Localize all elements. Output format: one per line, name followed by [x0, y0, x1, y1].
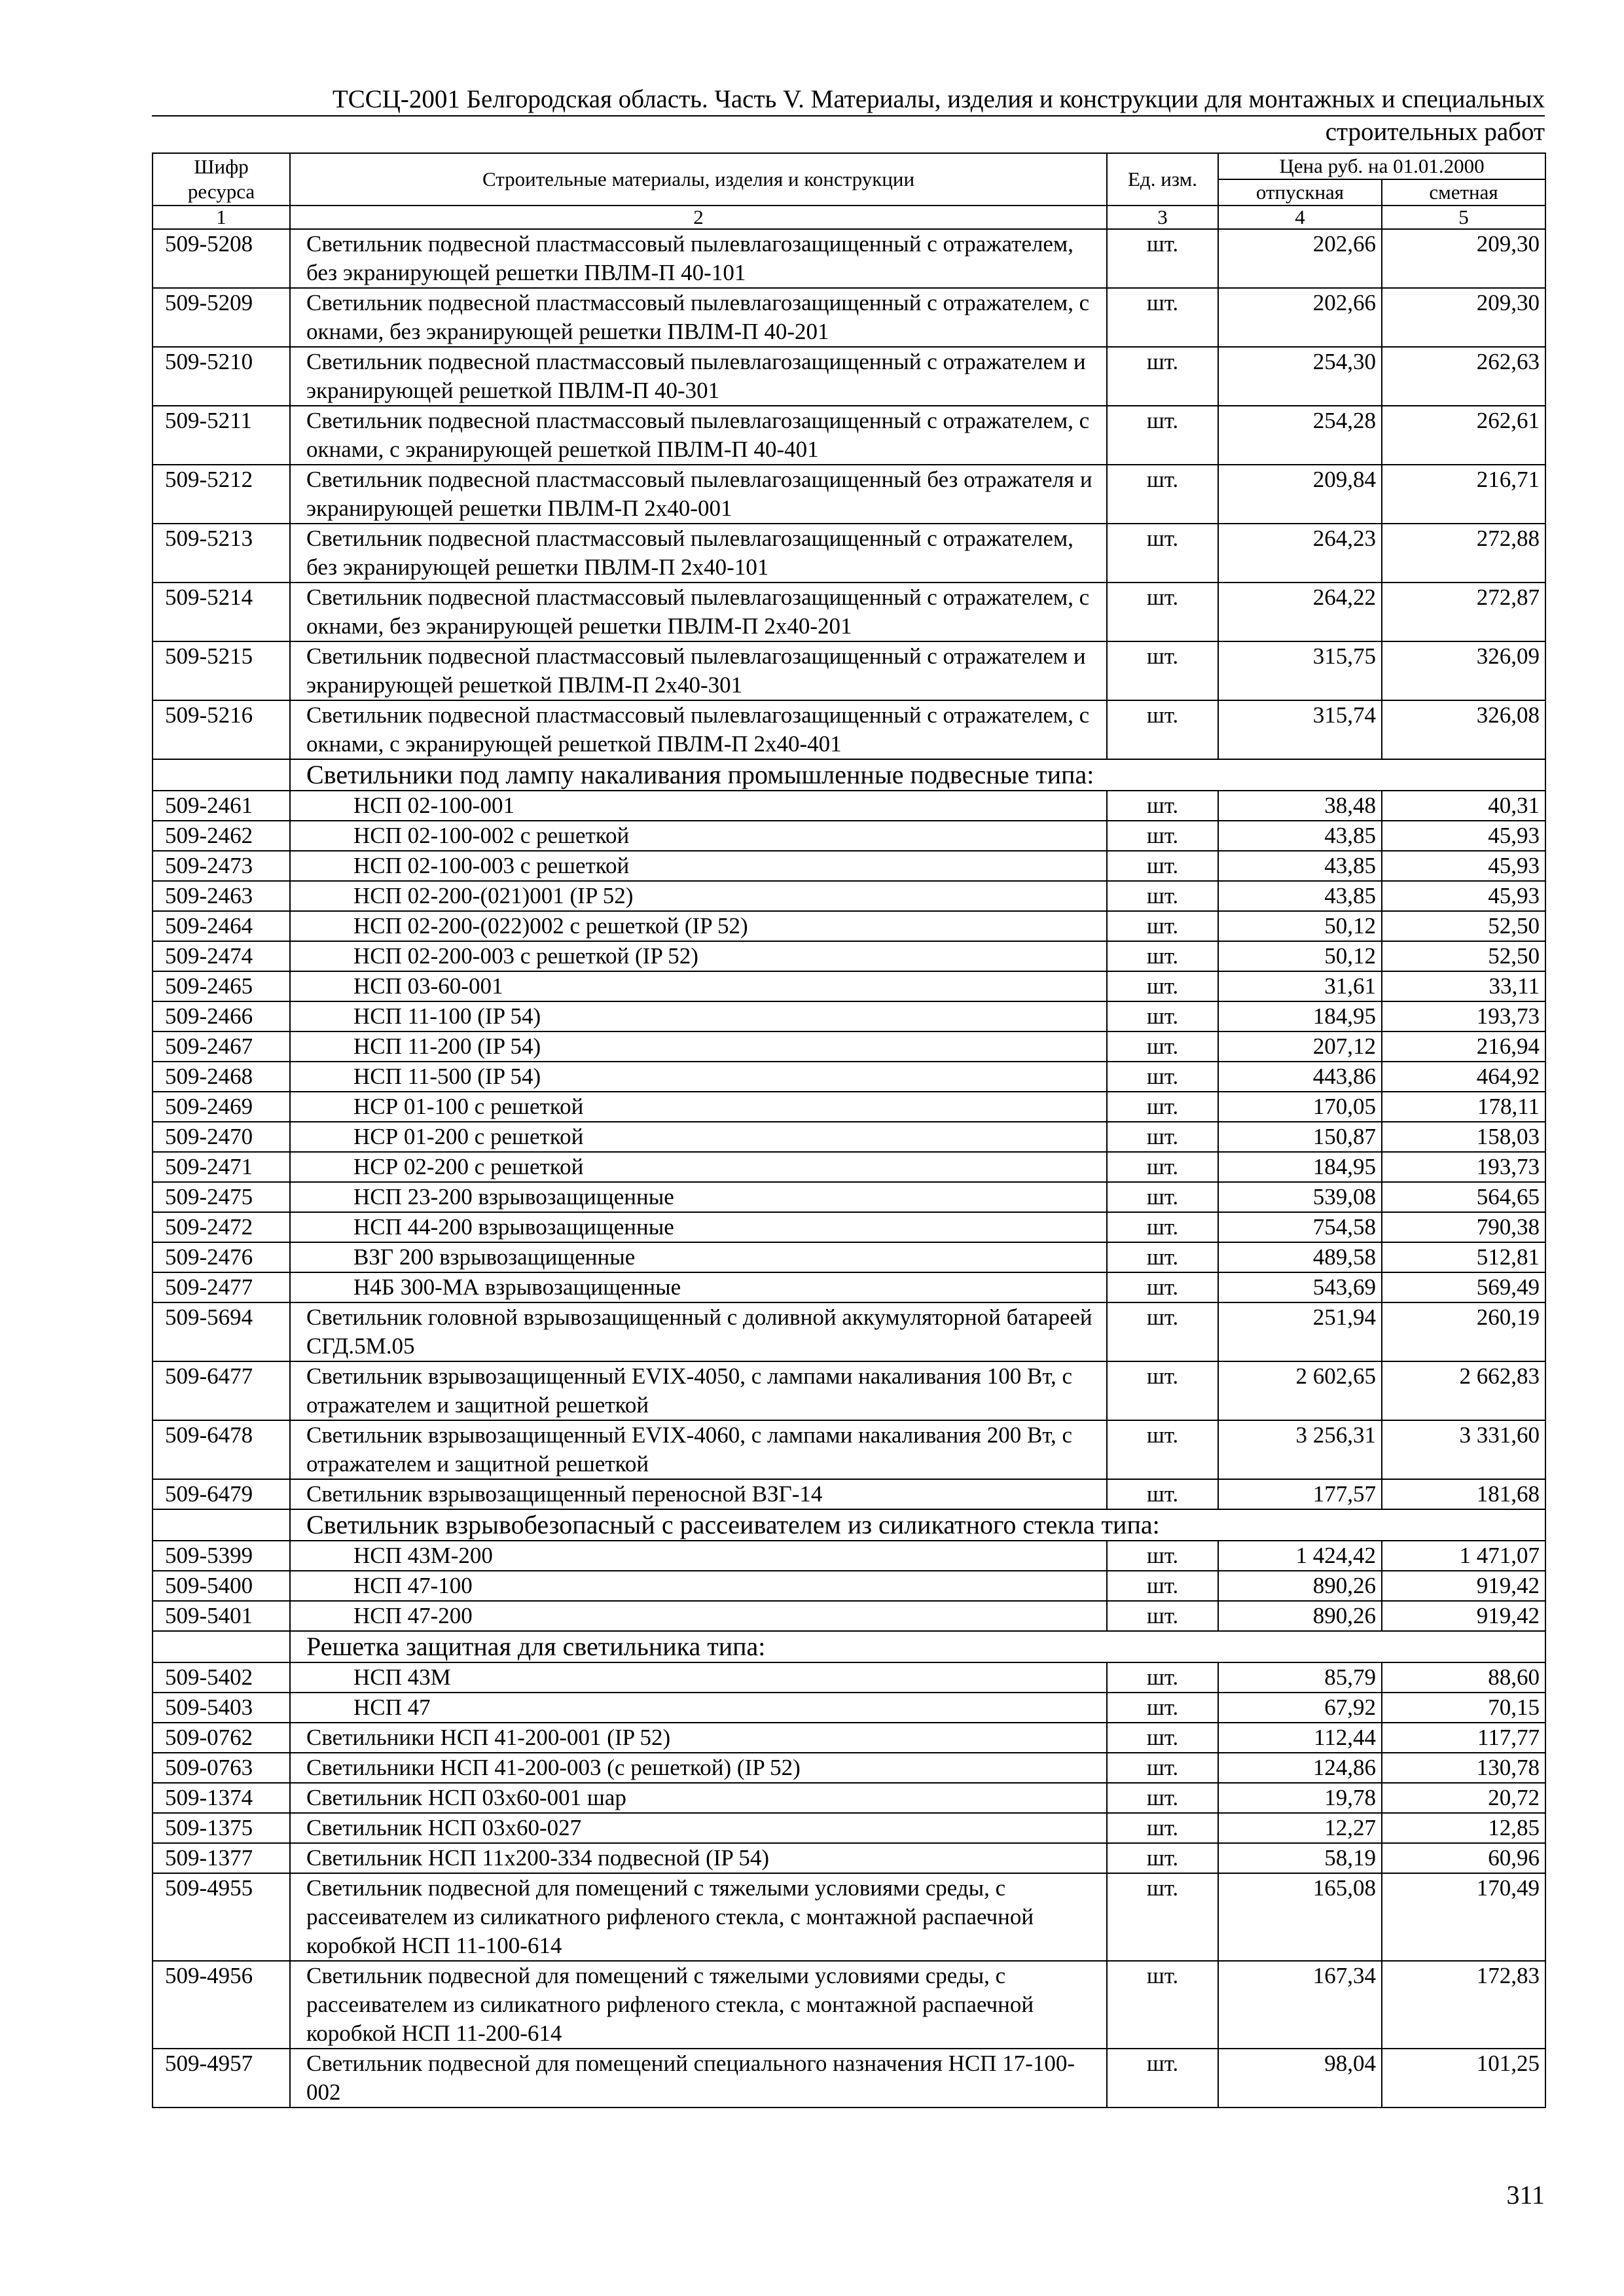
- estimate-price-cell: 88,60: [1382, 1662, 1545, 1693]
- unit-cell: шт.: [1107, 941, 1218, 971]
- resource-code-cell: 509-5399: [153, 1541, 290, 1571]
- release-price-cell: 489,58: [1218, 1242, 1382, 1272]
- material-name-cell: Светильник взрывозащищенный EVIX-4050, с лампами накаливания 100 Вт, с отражателем и защитной решеткой: [290, 1361, 1107, 1420]
- material-name-cell: Светильник подвесной для помещений с тяжелыми условиями среды, с рассеивателем из силикатного рифленого стекла, с монтажной распаечной коробкой НСП 11-200-614: [290, 1961, 1107, 2049]
- material-name-cell: НСП 23-200 взрывозащищенные: [290, 1182, 1107, 1212]
- table-row: [153, 700, 1545, 759]
- release-price-cell: 85,79: [1218, 1662, 1382, 1693]
- material-name-cell: Светильник подвесной пластмассовый пылевлагозащищенный с отражателем, без экранирующей решетки ПВЛМ-П 40-101: [290, 229, 1107, 288]
- resource-code-cell: 509-6477: [153, 1361, 290, 1420]
- table-row: [153, 1361, 1545, 1420]
- resource-code-cell: 509-6479: [153, 1479, 290, 1509]
- material-name-cell: Н4Б 300-МА взрывозащищенные: [290, 1272, 1107, 1302]
- table-row: [153, 1062, 1545, 1092]
- release-price-cell: 1 424,42: [1218, 1541, 1382, 1571]
- release-price-cell: 150,87: [1218, 1122, 1382, 1152]
- material-name-cell: Светильники НСП 41-200-001 (IP 52): [290, 1723, 1107, 1753]
- estimate-price-cell: 193,73: [1382, 1001, 1545, 1031]
- estimate-price-cell: 181,68: [1382, 1479, 1545, 1509]
- table-row: [153, 1753, 1545, 1783]
- unit-cell: шт.: [1107, 1302, 1218, 1361]
- release-price-cell: 170,05: [1218, 1092, 1382, 1122]
- col-header-unit: Ед. изм.: [1107, 153, 1218, 206]
- resource-code-cell: 509-5216: [153, 700, 290, 759]
- section-header-row: [153, 1631, 1545, 1662]
- unit-cell: шт.: [1107, 881, 1218, 911]
- section-title: Светильники под лампу накаливания промышленные подвесные типа:: [290, 759, 1545, 791]
- unit-cell: шт.: [1107, 288, 1218, 347]
- table-row: [153, 229, 1545, 288]
- estimate-price-cell: 170,49: [1382, 1873, 1545, 1961]
- estimate-price-cell: 45,93: [1382, 851, 1545, 881]
- table-row: [153, 1813, 1545, 1843]
- section-title: Решетка защитная для светильника типа:: [290, 1631, 1545, 1662]
- unit-cell: шт.: [1107, 1182, 1218, 1212]
- release-price-cell: 207,12: [1218, 1031, 1382, 1062]
- resource-code-cell: 509-5401: [153, 1601, 290, 1631]
- release-price-cell: 890,26: [1218, 1601, 1382, 1631]
- estimate-price-cell: 178,11: [1382, 1092, 1545, 1122]
- resource-code-cell: 509-4955: [153, 1873, 290, 1961]
- release-price-cell: 31,61: [1218, 971, 1382, 1001]
- estimate-price-cell: 101,25: [1382, 2049, 1545, 2108]
- release-price-cell: 165,08: [1218, 1873, 1382, 1961]
- col-header-code: Шифр ресурса: [153, 153, 290, 206]
- estimate-price-cell: 45,93: [1382, 821, 1545, 851]
- price-table-container: [152, 152, 1545, 2108]
- resource-code-cell: 509-2477: [153, 1272, 290, 1302]
- table-row: [153, 941, 1545, 971]
- estimate-price-cell: 33,11: [1382, 971, 1545, 1001]
- material-name-cell: НСП 02-200-(022)002 с решеткой (IP 52): [290, 911, 1107, 941]
- table-row: [153, 1723, 1545, 1753]
- table-row: [153, 1092, 1545, 1122]
- unit-cell: шт.: [1107, 851, 1218, 881]
- table-row: [153, 465, 1545, 524]
- table-row: [153, 1601, 1545, 1631]
- unit-cell: шт.: [1107, 229, 1218, 288]
- material-name-cell: Светильник подвесной пластмассовый пылевлагозащищенный с отражателем и экранирующей решеткой ПВЛМ-П 2х40-301: [290, 641, 1107, 700]
- header-line-2: строительных работ: [1325, 118, 1545, 146]
- material-name-cell: Светильник головной взрывозащищенный с доливной аккумуляторной батареей СГД.5М.05: [290, 1302, 1107, 1361]
- release-price-cell: 184,95: [1218, 1001, 1382, 1031]
- unit-cell: шт.: [1107, 347, 1218, 406]
- header-line-1: ТССЦ-2001 Белгородская область. Часть V. Материалы, изделия и конструкции для монтажных и специальных: [152, 84, 1545, 117]
- unit-cell: шт.: [1107, 641, 1218, 700]
- col-index: 4: [1218, 206, 1382, 229]
- release-price-cell: 202,66: [1218, 229, 1382, 288]
- release-price-cell: 264,23: [1218, 524, 1382, 583]
- release-price-cell: 112,44: [1218, 1723, 1382, 1753]
- col-index: 1: [153, 206, 290, 229]
- estimate-price-cell: 1 471,07: [1382, 1541, 1545, 1571]
- material-name-cell: Светильник подвесной пластмассовый пылевлагозащищенный с отражателем, с окнами, без экранирующей решетки ПВЛМ-П 40-201: [290, 288, 1107, 347]
- col-index: 3: [1107, 206, 1218, 229]
- material-name-cell: Светильник подвесной для помещений с тяжелыми условиями среды, с рассеивателем из силикатного рифленого стекла, с монтажной распаечной коробкой НСП 11-100-614: [290, 1873, 1107, 1961]
- resource-code-cell: 509-2461: [153, 791, 290, 821]
- resource-code-cell: 509-5400: [153, 1571, 290, 1601]
- material-name-cell: Светильник НСП 03х60-027: [290, 1813, 1107, 1843]
- resource-code-cell: 509-4956: [153, 1961, 290, 2049]
- resource-code-cell: 509-2470: [153, 1122, 290, 1152]
- unit-cell: шт.: [1107, 465, 1218, 524]
- col-index: 2: [290, 206, 1107, 229]
- resource-code-cell: 509-1374: [153, 1783, 290, 1813]
- unit-cell: шт.: [1107, 1420, 1218, 1479]
- table-row: [153, 911, 1545, 941]
- release-price-cell: 58,19: [1218, 1843, 1382, 1873]
- release-price-cell: 43,85: [1218, 881, 1382, 911]
- table-row: [153, 347, 1545, 406]
- material-name-cell: НСП 02-100-001: [290, 791, 1107, 821]
- estimate-price-cell: 262,61: [1382, 406, 1545, 465]
- col-header-name: Строительные материалы, изделия и конструкции: [290, 153, 1107, 206]
- estimate-price-cell: 209,30: [1382, 229, 1545, 288]
- resource-code-cell: 509-2465: [153, 971, 290, 1001]
- estimate-price-cell: 52,50: [1382, 911, 1545, 941]
- resource-code-cell: 509-2476: [153, 1242, 290, 1272]
- material-name-cell: ВЗГ 200 взрывозащищенные: [290, 1242, 1107, 1272]
- table-row: [153, 1662, 1545, 1693]
- estimate-price-cell: 158,03: [1382, 1122, 1545, 1152]
- table-row: [153, 1961, 1545, 2049]
- section-empty-cell: [153, 1631, 290, 1662]
- estimate-price-cell: 52,50: [1382, 941, 1545, 971]
- release-price-cell: 38,48: [1218, 791, 1382, 821]
- resource-code-cell: 509-5215: [153, 641, 290, 700]
- material-name-cell: НСП 47-200: [290, 1601, 1107, 1631]
- unit-cell: шт.: [1107, 2049, 1218, 2108]
- unit-cell: шт.: [1107, 971, 1218, 1001]
- table-row: [153, 641, 1545, 700]
- resource-code-cell: 509-5211: [153, 406, 290, 465]
- estimate-price-cell: 216,94: [1382, 1031, 1545, 1062]
- table-row: [153, 1420, 1545, 1479]
- table-row: [153, 288, 1545, 347]
- resource-code-cell: 509-2464: [153, 911, 290, 941]
- table-row: [153, 406, 1545, 465]
- resource-code-cell: 509-4957: [153, 2049, 290, 2108]
- estimate-price-cell: 130,78: [1382, 1753, 1545, 1783]
- material-name-cell: Светильник НСП 11х200-334 подвесной (IP 54): [290, 1843, 1107, 1873]
- table-row: [153, 1152, 1545, 1182]
- estimate-price-cell: 40,31: [1382, 791, 1545, 821]
- unit-cell: шт.: [1107, 1571, 1218, 1601]
- release-price-cell: 754,58: [1218, 1212, 1382, 1242]
- table-row: [153, 1541, 1545, 1571]
- material-name-cell: НСП 47-100: [290, 1571, 1107, 1601]
- table-row: [153, 881, 1545, 911]
- unit-cell: шт.: [1107, 1541, 1218, 1571]
- material-name-cell: Светильник взрывозащищенный EVIX-4060, с лампами накаливания 200 Вт, с отражателем и защитной решеткой: [290, 1420, 1107, 1479]
- unit-cell: шт.: [1107, 1361, 1218, 1420]
- material-name-cell: НСП 43М-200: [290, 1541, 1107, 1571]
- table-row: [153, 1873, 1545, 1961]
- unit-cell: шт.: [1107, 1001, 1218, 1031]
- release-price-cell: 167,34: [1218, 1961, 1382, 2049]
- unit-cell: шт.: [1107, 1961, 1218, 2049]
- material-name-cell: НСР 01-200 с решеткой: [290, 1122, 1107, 1152]
- resource-code-cell: 509-0763: [153, 1753, 290, 1783]
- release-price-cell: 124,86: [1218, 1753, 1382, 1783]
- document-header: [152, 84, 1545, 148]
- material-name-cell: Светильник подвесной пластмассовый пылевлагозащищенный с отражателем и экранирующей решеткой ПВЛМ-П 40-301: [290, 347, 1107, 406]
- material-name-cell: НСП 02-200-(021)001 (IP 52): [290, 881, 1107, 911]
- material-name-cell: Светильник подвесной пластмассовый пылевлагозащищенный с отражателем, с окнами, с экранирующей решеткой ПВЛМ-П 2х40-401: [290, 700, 1107, 759]
- estimate-price-cell: 260,19: [1382, 1302, 1545, 1361]
- material-name-cell: НСП 11-200 (IP 54): [290, 1031, 1107, 1062]
- release-price-cell: 209,84: [1218, 465, 1382, 524]
- material-name-cell: Светильник подвесной для помещений специального назначения НСП 17-100-002: [290, 2049, 1107, 2108]
- estimate-price-cell: 569,49: [1382, 1272, 1545, 1302]
- section-empty-cell: [153, 759, 290, 791]
- estimate-price-cell: 209,30: [1382, 288, 1545, 347]
- resource-code-cell: 509-5213: [153, 524, 290, 583]
- release-price-cell: 2 602,65: [1218, 1361, 1382, 1420]
- table-row: [153, 851, 1545, 881]
- material-name-cell: НСР 01-100 с решеткой: [290, 1092, 1107, 1122]
- table-row: [153, 1843, 1545, 1873]
- estimate-price-cell: 464,92: [1382, 1062, 1545, 1092]
- release-price-cell: 177,57: [1218, 1479, 1382, 1509]
- material-name-cell: Светильник подвесной пластмассовый пылевлагозащищенный с отражателем, с окнами, с экранирующей решеткой ПВЛМ-П 40-401: [290, 406, 1107, 465]
- section-header-row: [153, 759, 1545, 791]
- material-name-cell: Светильник НСП 03х60-001 шар: [290, 1783, 1107, 1813]
- material-name-cell: Светильники НСП 41-200-003 (с решеткой) (IP 52): [290, 1753, 1107, 1783]
- estimate-price-cell: 790,38: [1382, 1212, 1545, 1242]
- material-name-cell: Светильник подвесной пластмассовый пылевлагозащищенный с отражателем, без экранирующей решетки ПВЛМ-П 2х40-101: [290, 524, 1107, 583]
- release-price-cell: 50,12: [1218, 941, 1382, 971]
- unit-cell: шт.: [1107, 700, 1218, 759]
- col-index: 5: [1382, 206, 1545, 229]
- resource-code-cell: 509-2468: [153, 1062, 290, 1092]
- unit-cell: шт.: [1107, 1212, 1218, 1242]
- unit-cell: шт.: [1107, 1479, 1218, 1509]
- unit-cell: шт.: [1107, 406, 1218, 465]
- estimate-price-cell: 262,63: [1382, 347, 1545, 406]
- estimate-price-cell: 512,81: [1382, 1242, 1545, 1272]
- release-price-cell: 315,75: [1218, 641, 1382, 700]
- resource-code-cell: 509-2473: [153, 851, 290, 881]
- material-name-cell: НСП 02-100-003 с решеткой: [290, 851, 1107, 881]
- table-row: [153, 1122, 1545, 1152]
- col-header-estimate: сметная: [1382, 179, 1545, 206]
- unit-cell: шт.: [1107, 1813, 1218, 1843]
- resource-code-cell: 509-2475: [153, 1182, 290, 1212]
- resource-code-cell: 509-2471: [153, 1152, 290, 1182]
- material-name-cell: Светильник подвесной пластмассовый пылевлагозащищенный без отражателя и экранирующей решетки ПВЛМ-П 2х40-001: [290, 465, 1107, 524]
- section-title: Светильник взрывобезопасный с рассеивателем из силикатного стекла типа:: [290, 1509, 1545, 1541]
- table-row: [153, 1302, 1545, 1361]
- col-header-price-group: Цена руб. на 01.01.2000: [1218, 153, 1545, 179]
- estimate-price-cell: 919,42: [1382, 1571, 1545, 1601]
- resource-code-cell: 509-5210: [153, 347, 290, 406]
- table-row: [153, 971, 1545, 1001]
- release-price-cell: 251,94: [1218, 1302, 1382, 1361]
- estimate-price-cell: 326,09: [1382, 641, 1545, 700]
- release-price-cell: 19,78: [1218, 1783, 1382, 1813]
- release-price-cell: 254,30: [1218, 347, 1382, 406]
- release-price-cell: 315,74: [1218, 700, 1382, 759]
- release-price-cell: 3 256,31: [1218, 1420, 1382, 1479]
- estimate-price-cell: 12,85: [1382, 1813, 1545, 1843]
- estimate-price-cell: 272,87: [1382, 583, 1545, 641]
- estimate-price-cell: 60,96: [1382, 1843, 1545, 1873]
- release-price-cell: 443,86: [1218, 1062, 1382, 1092]
- material-name-cell: НСП 03-60-001: [290, 971, 1107, 1001]
- estimate-price-cell: 117,77: [1382, 1723, 1545, 1753]
- release-price-cell: 43,85: [1218, 821, 1382, 851]
- material-name-cell: НСП 11-500 (IP 54): [290, 1062, 1107, 1092]
- section-empty-cell: [153, 1509, 290, 1541]
- table-row: [153, 1001, 1545, 1031]
- unit-cell: шт.: [1107, 1272, 1218, 1302]
- resource-code-cell: 509-5402: [153, 1662, 290, 1693]
- table-row: [153, 1693, 1545, 1723]
- resource-code-cell: 509-2466: [153, 1001, 290, 1031]
- page-number: 311: [1506, 2180, 1545, 2210]
- estimate-price-cell: 919,42: [1382, 1601, 1545, 1631]
- estimate-price-cell: 564,65: [1382, 1182, 1545, 1212]
- table-row: [153, 1272, 1545, 1302]
- estimate-price-cell: 70,15: [1382, 1693, 1545, 1723]
- material-name-cell: НСП 43М: [290, 1662, 1107, 1693]
- resource-code-cell: 509-5212: [153, 465, 290, 524]
- unit-cell: шт.: [1107, 1031, 1218, 1062]
- release-price-cell: 202,66: [1218, 288, 1382, 347]
- price-table: [152, 152, 1546, 2108]
- estimate-price-cell: 172,83: [1382, 1961, 1545, 2049]
- table-row: [153, 583, 1545, 641]
- unit-cell: шт.: [1107, 821, 1218, 851]
- table-row: [153, 2049, 1545, 2108]
- estimate-price-cell: 45,93: [1382, 881, 1545, 911]
- resource-code-cell: 509-5208: [153, 229, 290, 288]
- section-header-row: [153, 1509, 1545, 1541]
- estimate-price-cell: 216,71: [1382, 465, 1545, 524]
- release-price-cell: 184,95: [1218, 1152, 1382, 1182]
- estimate-price-cell: 272,88: [1382, 524, 1545, 583]
- unit-cell: шт.: [1107, 583, 1218, 641]
- resource-code-cell: 509-5403: [153, 1693, 290, 1723]
- table-row: [153, 1242, 1545, 1272]
- material-name-cell: НСР 02-200 с решеткой: [290, 1152, 1107, 1182]
- unit-cell: шт.: [1107, 1062, 1218, 1092]
- table-row: [153, 1182, 1545, 1212]
- table-row: [153, 1212, 1545, 1242]
- release-price-cell: 12,27: [1218, 1813, 1382, 1843]
- unit-cell: шт.: [1107, 1122, 1218, 1152]
- material-name-cell: НСП 47: [290, 1693, 1107, 1723]
- estimate-price-cell: 2 662,83: [1382, 1361, 1545, 1420]
- table-row: [153, 1479, 1545, 1509]
- unit-cell: шт.: [1107, 524, 1218, 583]
- release-price-cell: 890,26: [1218, 1571, 1382, 1601]
- resource-code-cell: 509-2463: [153, 881, 290, 911]
- resource-code-cell: 509-2474: [153, 941, 290, 971]
- resource-code-cell: 509-2472: [153, 1212, 290, 1242]
- material-name-cell: НСП 02-200-003 с решеткой (IP 52): [290, 941, 1107, 971]
- resource-code-cell: 509-5209: [153, 288, 290, 347]
- unit-cell: шт.: [1107, 791, 1218, 821]
- resource-code-cell: 509-5694: [153, 1302, 290, 1361]
- resource-code-cell: 509-5214: [153, 583, 290, 641]
- release-price-cell: 543,69: [1218, 1272, 1382, 1302]
- unit-cell: шт.: [1107, 1662, 1218, 1693]
- estimate-price-cell: 3 331,60: [1382, 1420, 1545, 1479]
- unit-cell: шт.: [1107, 1693, 1218, 1723]
- estimate-price-cell: 326,08: [1382, 700, 1545, 759]
- material-name-cell: НСП 11-100 (IP 54): [290, 1001, 1107, 1031]
- unit-cell: шт.: [1107, 1723, 1218, 1753]
- resource-code-cell: 509-1377: [153, 1843, 290, 1873]
- material-name-cell: Светильник подвесной пластмассовый пылевлагозащищенный с отражателем, с окнами, без экранирующей решетки ПВЛМ-П 2х40-201: [290, 583, 1107, 641]
- resource-code-cell: 509-0762: [153, 1723, 290, 1753]
- unit-cell: шт.: [1107, 911, 1218, 941]
- table-body: [153, 229, 1545, 2108]
- estimate-price-cell: 193,73: [1382, 1152, 1545, 1182]
- resource-code-cell: 509-2467: [153, 1031, 290, 1062]
- release-price-cell: 254,28: [1218, 406, 1382, 465]
- unit-cell: шт.: [1107, 1753, 1218, 1783]
- unit-cell: шт.: [1107, 1873, 1218, 1961]
- unit-cell: шт.: [1107, 1152, 1218, 1182]
- release-price-cell: 67,92: [1218, 1693, 1382, 1723]
- unit-cell: шт.: [1107, 1092, 1218, 1122]
- material-name-cell: Светильник взрывозащищенный переносной ВЗГ-14: [290, 1479, 1107, 1509]
- release-price-cell: 50,12: [1218, 911, 1382, 941]
- table-row: [153, 1571, 1545, 1601]
- col-header-release: отпускная: [1218, 179, 1382, 206]
- resource-code-cell: 509-1375: [153, 1813, 290, 1843]
- resource-code-cell: 509-2469: [153, 1092, 290, 1122]
- unit-cell: шт.: [1107, 1843, 1218, 1873]
- table-row: [153, 524, 1545, 583]
- resource-code-cell: 509-2462: [153, 821, 290, 851]
- unit-cell: шт.: [1107, 1783, 1218, 1813]
- release-price-cell: 98,04: [1218, 2049, 1382, 2108]
- unit-cell: шт.: [1107, 1601, 1218, 1631]
- resource-code-cell: 509-6478: [153, 1420, 290, 1479]
- release-price-cell: 43,85: [1218, 851, 1382, 881]
- material-name-cell: НСП 02-100-002 с решеткой: [290, 821, 1107, 851]
- material-name-cell: НСП 44-200 взрывозащищенные: [290, 1212, 1107, 1242]
- table-row: [153, 1783, 1545, 1813]
- release-price-cell: 264,22: [1218, 583, 1382, 641]
- unit-cell: шт.: [1107, 1242, 1218, 1272]
- table-row: [153, 791, 1545, 821]
- table-row: [153, 1031, 1545, 1062]
- release-price-cell: 539,08: [1218, 1182, 1382, 1212]
- table-row: [153, 821, 1545, 851]
- estimate-price-cell: 20,72: [1382, 1783, 1545, 1813]
